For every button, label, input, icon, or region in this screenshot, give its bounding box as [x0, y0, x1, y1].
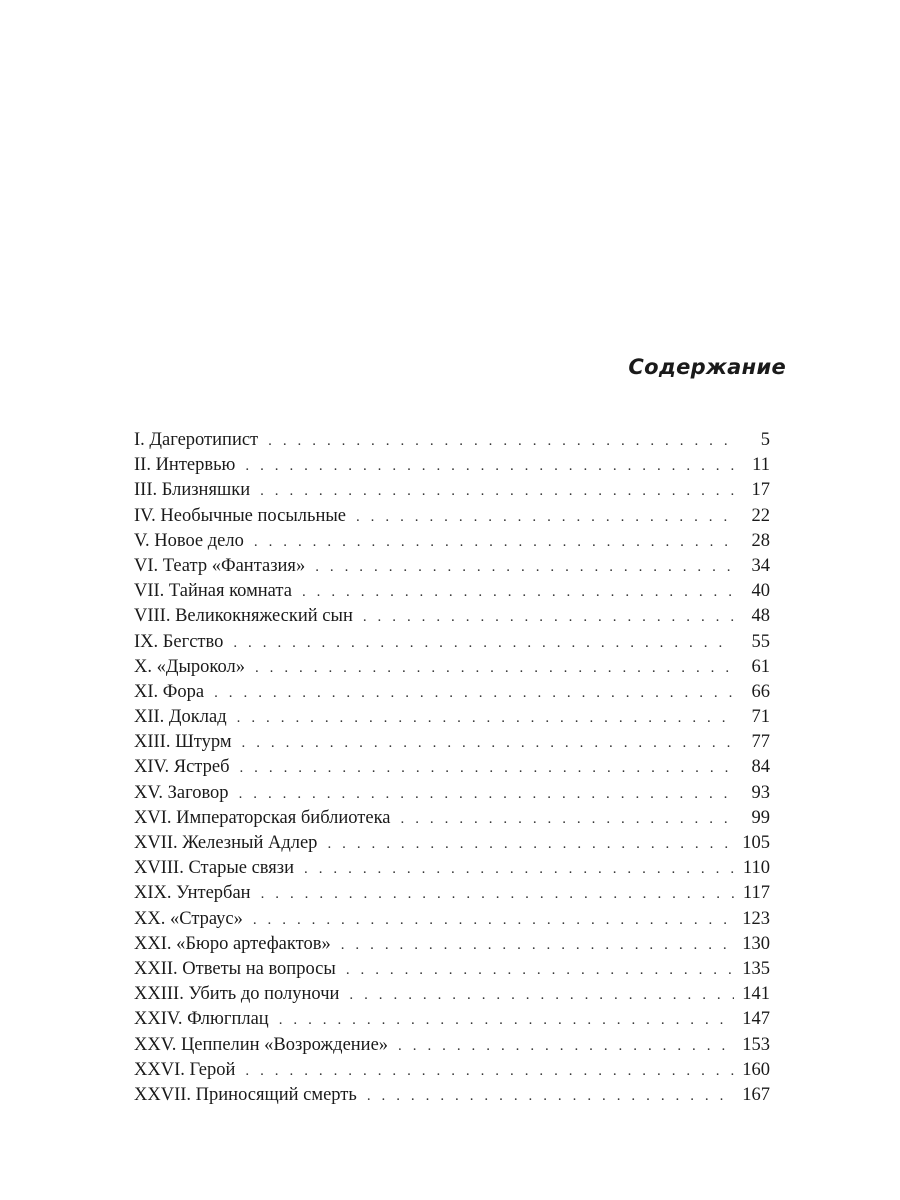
toc-entry-page: 71	[751, 707, 770, 728]
toc-entry-page: 17	[751, 480, 770, 501]
toc-entry-title: IX. Бегство	[134, 631, 224, 652]
toc-entry	[134, 604, 770, 629]
toc-entry	[134, 705, 770, 730]
toc-entry-page: 99	[751, 807, 770, 828]
toc-entry-page: 84	[751, 757, 770, 778]
dot-leader	[304, 857, 734, 882]
toc-entry	[134, 730, 770, 755]
dot-leader	[302, 580, 734, 605]
toc-entry	[134, 982, 770, 1007]
toc-entry-page: 61	[751, 656, 770, 677]
toc-entry-title: II. Интервью	[134, 455, 236, 476]
toc-entry-title: X. «Дырокол»	[134, 656, 245, 677]
dot-leader	[268, 429, 734, 454]
toc-entry-title: XXIV. Флюгплац	[134, 1009, 269, 1030]
toc-entry	[134, 579, 770, 604]
toc-entry-page: 28	[751, 530, 770, 551]
toc-entry-title: VIII. Великокняжеский сын	[134, 606, 353, 627]
toc-entry-page: 40	[751, 581, 770, 602]
toc-entry-title: VII. Тайная комната	[134, 581, 292, 602]
toc-entry	[134, 630, 770, 655]
dot-leader	[341, 933, 734, 958]
toc-entry	[134, 806, 770, 831]
dot-leader	[239, 756, 734, 781]
toc-entry-page: 55	[751, 631, 770, 652]
toc-entry-title: XXIII. Убить до полуночи	[134, 984, 340, 1005]
toc-entry	[134, 453, 770, 478]
dot-leader	[356, 505, 734, 530]
toc-entry-page: 141	[742, 984, 770, 1005]
dot-leader	[245, 1059, 734, 1084]
toc-entry	[134, 554, 770, 579]
dot-leader	[261, 882, 734, 907]
toc-entry-page: 123	[742, 908, 770, 929]
toc-entry	[134, 428, 770, 453]
toc-entry-title: III. Близняшки	[134, 480, 251, 501]
toc-entry	[134, 755, 770, 780]
toc-entry-page: 22	[751, 505, 770, 526]
toc-entry-title: VI. Театр «Фантазия»	[134, 555, 306, 576]
toc-entry	[134, 932, 770, 957]
dot-leader	[253, 908, 734, 933]
toc-entry-title: XIX. Унтербан	[134, 883, 251, 904]
toc-entry	[134, 781, 770, 806]
toc-entry-page: 5	[760, 430, 770, 450]
dot-leader	[255, 656, 734, 681]
toc-entry-page: 110	[742, 858, 770, 879]
toc-entry-page: 48	[751, 606, 770, 627]
toc-entry-title: XII. Доклад	[134, 707, 227, 728]
toc-entry	[134, 856, 770, 881]
dot-leader	[398, 1034, 734, 1059]
dot-leader	[327, 832, 734, 857]
dot-leader	[279, 1008, 734, 1033]
toc-entry-title: XXII. Ответы на вопросы	[134, 958, 336, 979]
toc-entry-title: XV. Заговор	[134, 782, 229, 803]
toc-entry-page: 93	[751, 782, 770, 803]
toc-entry-page: 167	[742, 1084, 770, 1105]
toc-entry	[134, 907, 770, 932]
toc-entry-title: XVII. Железный Адлер	[134, 833, 318, 853]
toc-entry-title: XXVII. Приносящий смерть	[134, 1084, 357, 1105]
toc-entry	[134, 504, 770, 529]
toc-entry	[134, 1083, 770, 1108]
toc-entry-page: 130	[742, 933, 770, 954]
toc-entry-title: V. Новое дело	[134, 530, 244, 551]
dot-leader	[233, 631, 734, 656]
toc-entry-page: 160	[742, 1059, 770, 1080]
toc-entry-page: 135	[742, 958, 770, 979]
toc-entry-title: XVIII. Старые связи	[134, 858, 295, 879]
toc-entry	[134, 1058, 770, 1083]
toc-entry-title: I. Дагеротипист	[134, 430, 259, 450]
dot-leader	[315, 555, 734, 580]
toc-entry-title: XXI. «Бюро артефактов»	[134, 933, 331, 954]
toc-entry-title: XIII. Штурм	[134, 732, 232, 753]
toc-entry	[134, 1007, 770, 1032]
dot-leader	[349, 983, 734, 1008]
toc-entry	[134, 881, 770, 906]
toc-entry-title: XXVI. Герой	[134, 1059, 236, 1080]
toc-entry	[134, 1033, 770, 1058]
dot-leader	[363, 605, 734, 630]
dot-leader	[239, 782, 734, 807]
dot-leader	[214, 681, 734, 706]
page-title: Содержание	[628, 355, 786, 379]
toc-entry-title: XX. «Страус»	[134, 908, 243, 929]
dot-leader	[260, 479, 734, 504]
toc-entry	[134, 478, 770, 503]
dot-leader	[367, 1084, 734, 1109]
toc-entry-page: 34	[751, 555, 770, 576]
toc-entry-page: 105	[742, 833, 770, 853]
toc-entry-title: XI. Фора	[134, 681, 205, 702]
toc-entry-page: 117	[742, 883, 770, 904]
table-of-contents	[134, 428, 770, 1108]
toc-entry	[134, 957, 770, 982]
toc-entry-page: 11	[752, 455, 770, 476]
toc-entry-page: 77	[751, 732, 770, 753]
dot-leader	[254, 530, 734, 555]
toc-entry-page: 147	[742, 1009, 770, 1030]
toc-entry-page: 153	[742, 1034, 770, 1055]
dot-leader	[245, 454, 734, 479]
toc-entry	[134, 680, 770, 705]
toc-entry	[134, 529, 770, 554]
dot-leader	[401, 807, 734, 832]
toc-entry-title: XVI. Императорская библиотека	[134, 807, 391, 828]
dot-leader	[346, 958, 734, 983]
toc-entry-title: XIV. Ястреб	[134, 757, 230, 778]
toc-entry-page: 66	[751, 681, 770, 702]
dot-leader	[242, 731, 734, 756]
toc-entry-title: IV. Необычные посыльные	[134, 505, 346, 526]
dot-leader	[237, 706, 734, 731]
toc-entry	[134, 831, 770, 856]
toc-entry	[134, 655, 770, 680]
toc-entry-title: XXV. Цеппелин «Возрождение»	[134, 1034, 389, 1055]
